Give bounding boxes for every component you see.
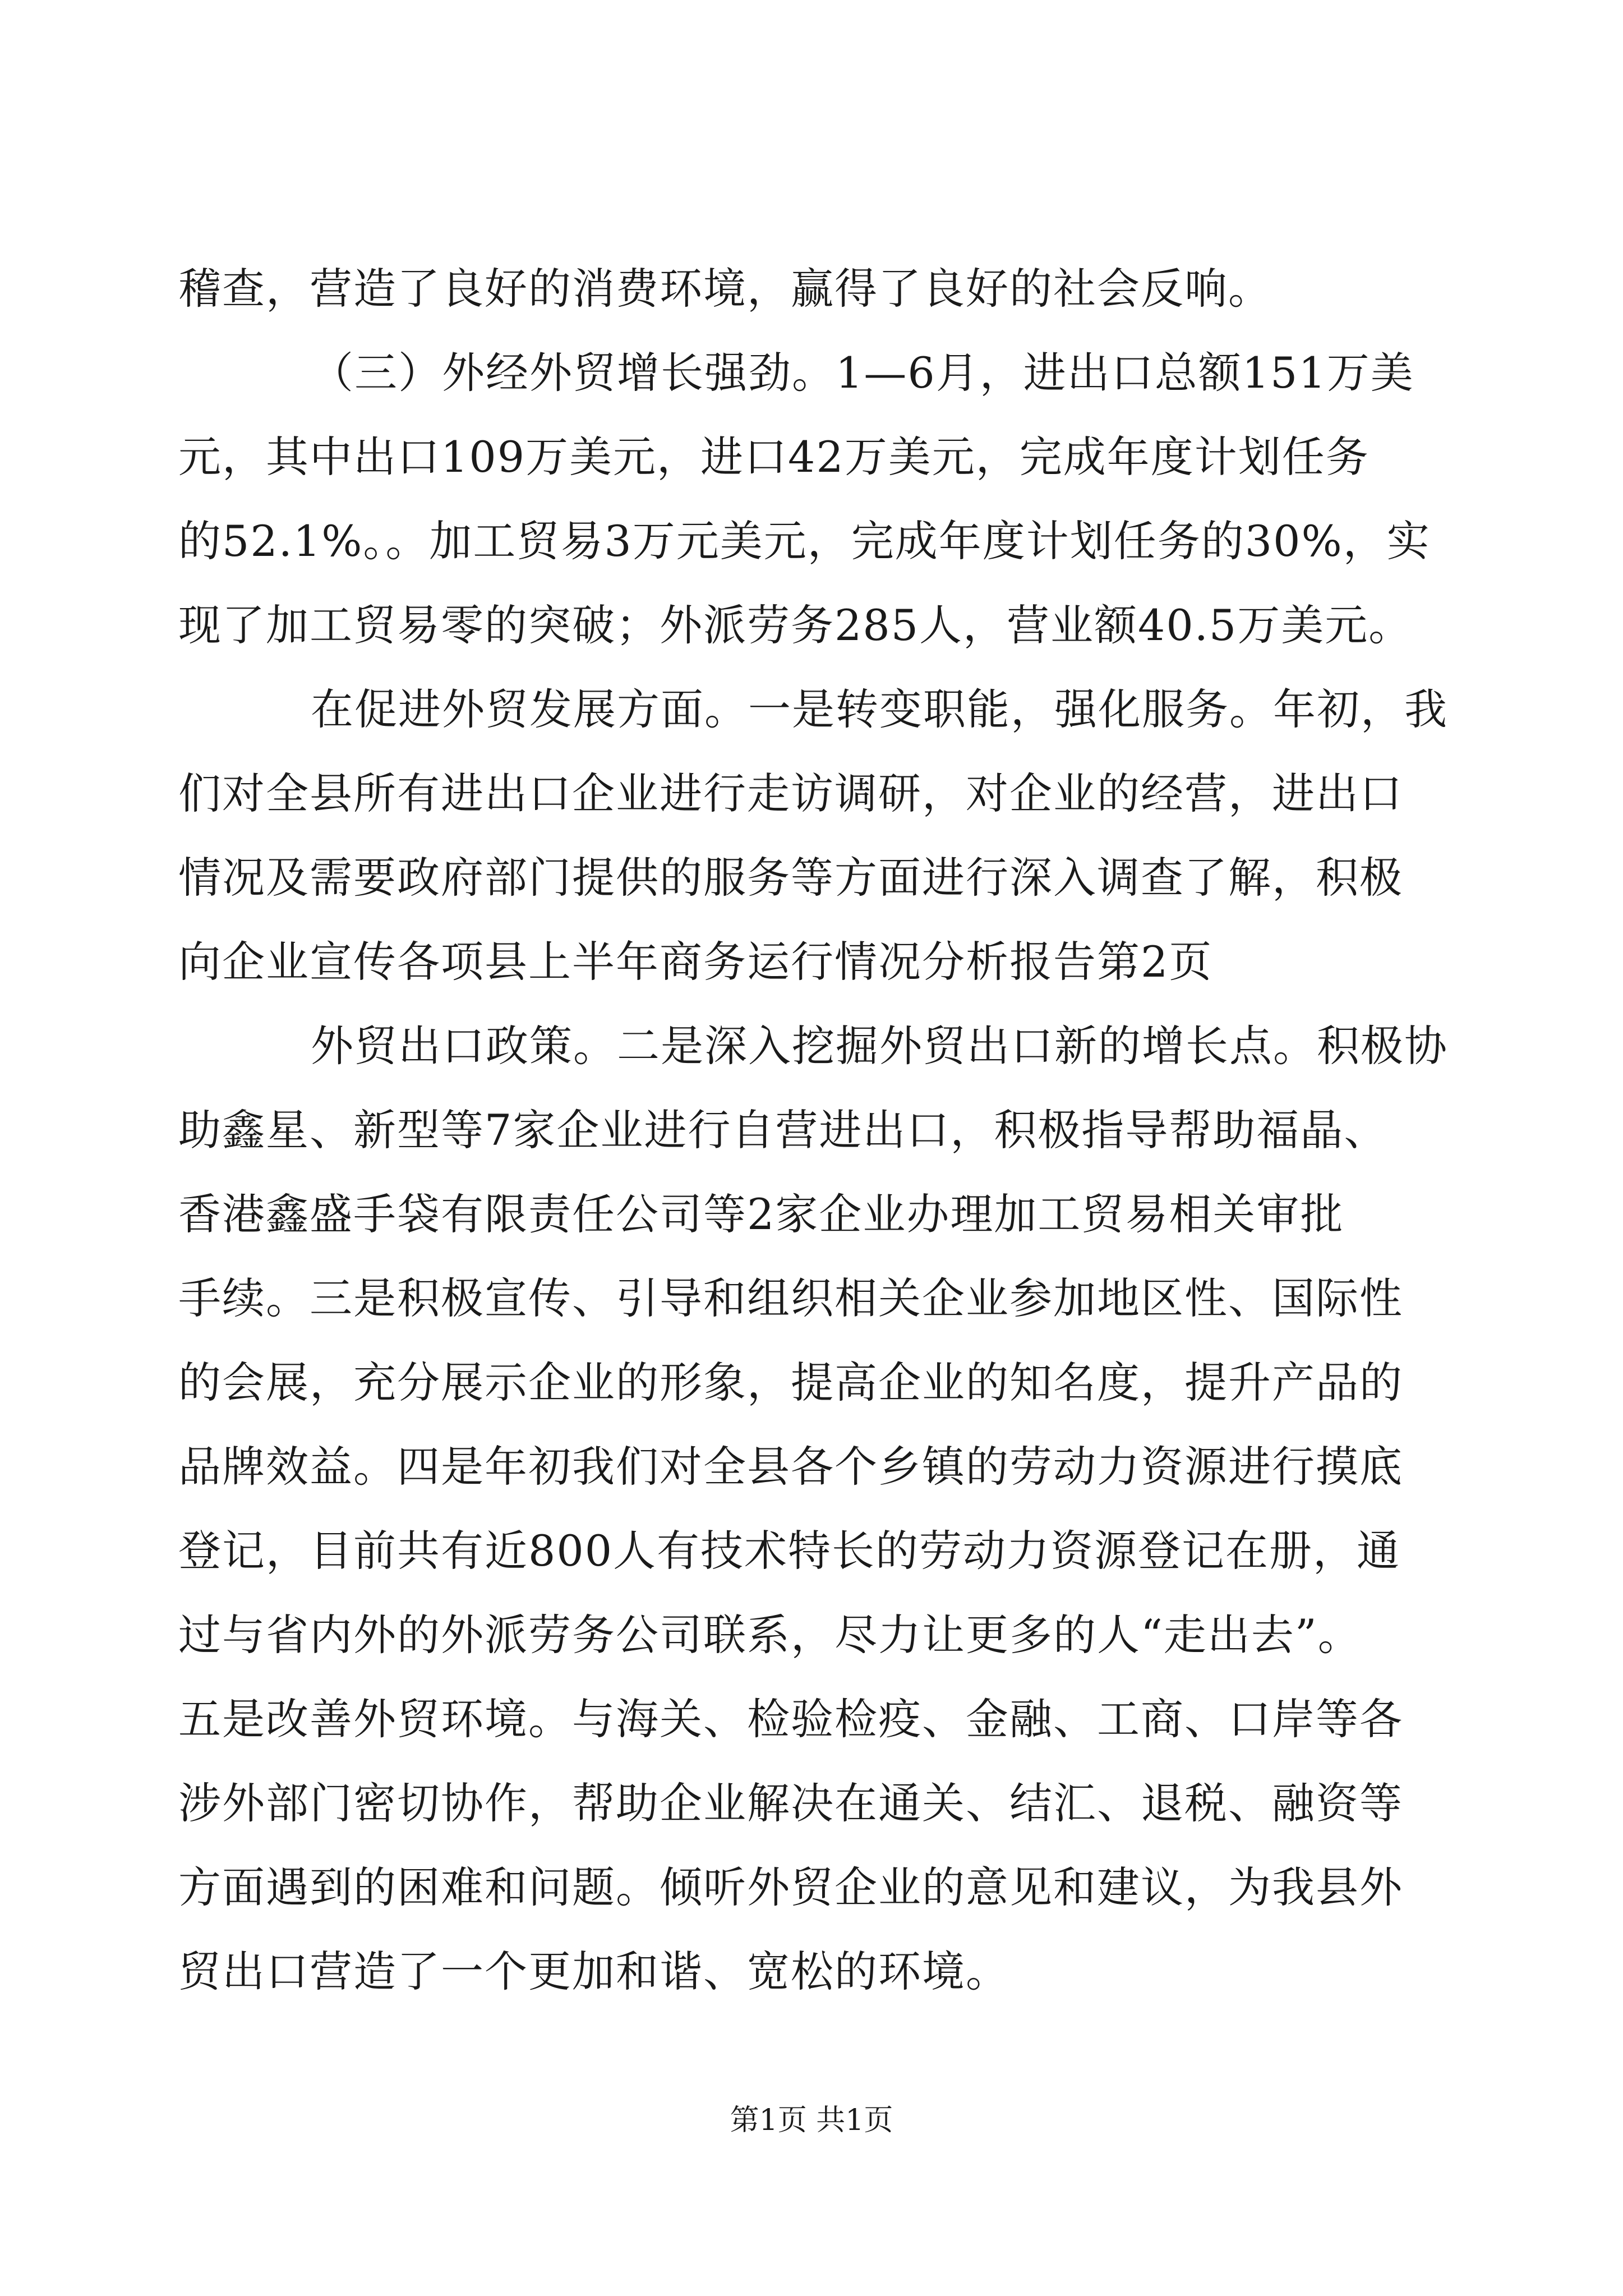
text-line: 过与省内外的外派劳务公司联系，尽力让更多的人“走出去”。 <box>178 1610 1362 1660</box>
text-line: 品牌效益。四是年初我们对全县各个乡镇的劳动力资源进行摸底 <box>178 1442 1403 1492</box>
text-line: 在促进外贸发展方面。一是转变职能，强化服务。年初，我 <box>311 684 1448 734</box>
text-line: 稽查，营造了良好的消费环境，赢得了良好的社会反响。 <box>178 264 1272 314</box>
text-line: 元，其中出口109万美元，进口42万美元，完成年度计划任务 <box>178 432 1370 482</box>
text-line: 的会展，充分展示企业的形象，提高企业的知名度，提升产品的 <box>178 1358 1403 1407</box>
text-line: 涉外部门密切协作，帮助企业解决在通关、结汇、退税、融资等 <box>178 1778 1403 1828</box>
text-line: 方面遇到的困难和问题。倾听外贸企业的意见和建议，为我县外 <box>178 1862 1403 1912</box>
text-line: 助鑫星、新型等7家企业进行自营进出口，积极指导帮助福晶、 <box>178 1105 1388 1155</box>
text-line: 的52.1%。。加工贸易3万元美元，完成年度计划任务的30%，实 <box>178 516 1431 566</box>
text-line: 手续。三是积极宣传、引导和组织相关企业参加地区性、国际性 <box>178 1273 1403 1323</box>
text-line: 登记，目前共有近800人有技术特长的劳动力资源登记在册，通 <box>178 1526 1401 1576</box>
text-line: 们对全县所有进出口企业进行走访调研，对企业的经营，进出口 <box>178 769 1403 818</box>
text-line: 五是改善外贸环境。与海关、检验检疫、金融、工商、口岸等各 <box>178 1694 1403 1744</box>
text-line: 外贸出口政策。二是深入挖掘外贸出口新的增长点。积极协 <box>311 1021 1448 1071</box>
page-footer: 第1页 共1页 <box>730 2104 893 2137</box>
text-line: （三）外经外贸增长强劲。1—6月，进出口总额151万美 <box>311 348 1414 398</box>
text-line: 贸出口营造了一个更加和谐、宽松的环境。 <box>178 1947 1009 1996</box>
text-line: 情况及需要政府部门提供的服务等方面进行深入调查了解，积极 <box>178 853 1403 903</box>
text-line: 现了加工贸易零的突破；外派劳务285人，营业额40.5万美元。 <box>178 600 1413 650</box>
text-line: 香港鑫盛手袋有限责任公司等2家企业办理加工贸易相关审批 <box>178 1189 1344 1239</box>
text-line: 向企业宣传各项县上半年商务运行情况分析报告第2页 <box>178 937 1213 987</box>
